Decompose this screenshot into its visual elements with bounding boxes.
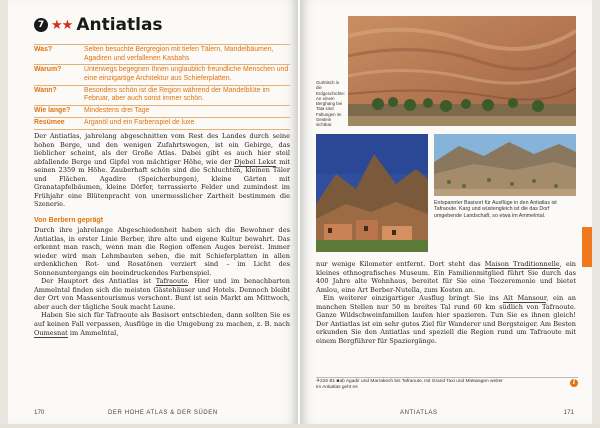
paragraph xyxy=(316,260,576,294)
rating-stars-icon: ★★ xyxy=(51,17,73,33)
photo-caption-bottom: Entspannter Basisort für Ausflüge in den Antiatlas ist Tafraoute. Karg und wüstengleich ist die das Dorf umgebende Landschaft, so etwa im Ammelntal. xyxy=(434,200,557,219)
text-run: mit seinen 2359 m Höhe. Zauberhaft schön sind die Schluchten, kleinen Täler und Flächen. Agadire (Speicherburgen), kleine Gärten mit Granatapfelbäumen, kleine Dörfer, terrassierte Felder und zumindest im Frühjahr eine Blütenpracht von unermesslicher Zartheit bestimmen die Szenerie. xyxy=(34,157,291,209)
right-page xyxy=(300,0,592,424)
photo-ammeln-valley-image xyxy=(434,134,576,196)
info-icon: i xyxy=(570,379,578,387)
place-link: Djebel Lekst xyxy=(234,157,277,166)
left-footer xyxy=(34,409,44,416)
practical-info xyxy=(316,379,578,391)
text-run: im Ammelntal, xyxy=(67,328,119,337)
place-link: Tafraoute xyxy=(155,277,188,286)
fact-row xyxy=(34,85,290,105)
fact-value: Arganöl und ein Farbenspiel de luxe xyxy=(84,118,195,126)
fact-row xyxy=(34,64,290,84)
chapter-tab-marker xyxy=(582,227,592,267)
fact-row xyxy=(34,44,290,64)
page-number: 171 xyxy=(563,409,574,416)
info-divider xyxy=(316,377,578,378)
place-link: Oumesnat xyxy=(34,328,68,337)
info-map-reference: ✈226 B1 ■ab Agadir und Marrakech bis Tafraoute, im Antiatlas geht es xyxy=(316,379,424,390)
text-run: Haben Sie sich für Tafraoute als Basisort entschieden, dann sollten Sie es auf keinen Fall verpassen, Ausflüge in die Umgebung zu machen, z. B. nach xyxy=(34,311,290,328)
right-footer xyxy=(564,409,574,416)
page-bottom-edge xyxy=(0,424,600,428)
text-run: nur wenige Kilometer entfernt. Dort steht das xyxy=(316,260,485,268)
fact-value: Mindestens drei Tage xyxy=(84,107,150,115)
chapter-number-badge: 7 xyxy=(34,18,48,32)
chapter-title-text: Antiatlas xyxy=(76,15,163,35)
photo-mountain-village xyxy=(316,134,428,252)
fact-value: Selten besuchte Bergregion mit tiefen Tälern, Mandelbäumen, Agadiren und verfallenen Kasbahs xyxy=(84,46,274,62)
paragraph xyxy=(34,311,290,337)
running-title: DER HOHE ATLAS & DER SÜDEN xyxy=(108,410,218,416)
fact-label: Wie lange? xyxy=(34,107,71,115)
fact-label: Resümee xyxy=(34,118,65,126)
fact-value: Unterwegs begegnen Ihnen unglaublich freundliche Menschen und eine einzigartige Architektur aus Schieferplatten. xyxy=(84,66,289,82)
text-run: , ein kleines ethnografisches Museum. Ein Familienmitglied führt Sie durch das 400 Jahre alte Wohnhaus, bereitet für Sie eine Teezeremonie und bietet Amlou, eine Art Berber-Nutella, zum Kosten an. xyxy=(316,260,576,294)
paragraph xyxy=(316,294,576,345)
right-page-edge xyxy=(591,0,600,428)
fact-value: Besonders schön ist die Region während der Mandelblüte im Februar, aber auch sonst immer schön. xyxy=(84,86,270,103)
paragraph: Durch ihre jahrelange Abgeschiedenheit haben sich die Bewohner des Antiatlas, in erster Linie Berber, ihre alte und eigene Kultur bewahrt. Das erkennt man rasch, wenn man die Region offenen Auges bereist. Immer wieder wird man Lehmbauten sehen, die mit Schieferplatten in allen erdenklichen Rot- und Rosatönen verziert sind – im Licht des Sonnenuntergangs ein beeindruckendes Farbenspiel. xyxy=(34,225,290,277)
section-subheading: Von Berbern geprägt xyxy=(34,216,104,224)
photo-ammeln-valley xyxy=(434,134,576,196)
text-run: . Hier und im benachbarten Ammelntal finden sich die meisten Gästehäuser und Hotels. Dennoch bleibt der Ort von Massentourismus verschont. Bunt ist sein Markt am Mittwoch, aber auch der tägliche Souk macht Laune. xyxy=(34,277,290,311)
running-title: ANTIATLAS xyxy=(400,410,438,416)
paragraph xyxy=(34,277,290,311)
photo-mountain-village-image xyxy=(316,134,428,252)
facts-box xyxy=(34,44,290,130)
text-run: Ein weiterer einzigartiger Ausflug bringt Sie ins xyxy=(323,294,504,303)
text-run: Der Hauptort des Antiatlas ist xyxy=(41,277,156,286)
photo-caption-top: Gurktisch in die Erdgeschichte: An einem Berghang bei Tata sind Faltungen im Gestein sichtbar. xyxy=(316,80,346,128)
fact-label: Warum? xyxy=(34,66,62,74)
left-body-text xyxy=(34,132,290,337)
right-body-text xyxy=(316,260,576,345)
chapter-title xyxy=(34,14,163,36)
info-transport: mit Grand Taxi und Mietwagen weiter xyxy=(424,379,503,384)
fact-label: Was? xyxy=(34,46,53,53)
photo-rock-folds-image xyxy=(348,16,576,126)
place-link: Aït Mansour xyxy=(503,294,547,303)
text-run: Der Antiatlas, jahrelang abgeschnitten vom Rest des Landes durch seine hohen Berge, und den wenigen Zufahrtswegen, ist ein Gebirge, das lieblicher scheint, als der Große Atlas. Dabei gibt es auch hier steil abfallende Berge und Gipfel von mächtiger Höhe, wie der xyxy=(34,132,290,166)
photo-rock-folds xyxy=(348,16,576,126)
paragraph xyxy=(34,132,290,209)
page-number: 170 xyxy=(34,409,45,416)
fact-row xyxy=(34,105,290,117)
left-page xyxy=(8,0,298,424)
fact-row xyxy=(34,117,290,130)
text-run: , ein an manchen Stellen nur 50 m breites Tal rund 60 km südlich von Tafraoute. Ganze Wildschweinfamilien laufen hier spazieren. Tun Sie es ihnen gleich! Der Antiatlas ist ein sehr gutes Ziel für Wanderer und Bergsteiger. Am Besten erkunden Sie den Antiatlas und speziell die Region rund um Tafraoute mit einem Bergführer für Spaziergänge. xyxy=(316,294,576,345)
fact-label: Wann? xyxy=(34,86,57,94)
place-link: Maison Traditionnelle xyxy=(484,260,560,268)
